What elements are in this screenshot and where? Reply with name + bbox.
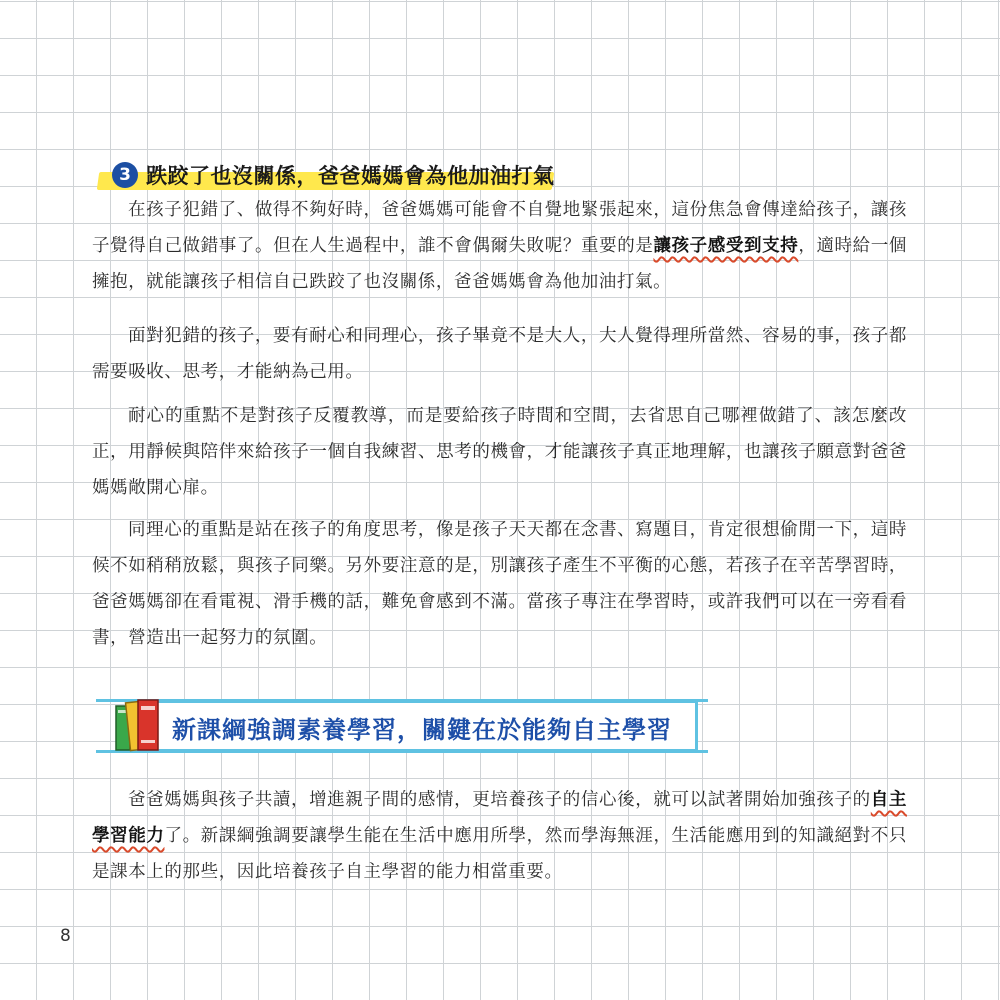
paragraph-1-text-end: ，適時給一個擁抱，就能讓孩子相信自己跌跤了也沒關係，爸爸媽媽會為他加油打氣。 — [92, 236, 907, 292]
banner-title: 新課綱強調素養學習，關鍵在於能夠自主學習 — [172, 716, 672, 744]
paragraph-4: 同理心的重點是站在孩子的角度思考，像是孩子天天都在念書、寫題目，肯定很想偷閒一下，這時候不如稍稍放鬆，與孩子同樂。另外要注意的是，別讓孩子產生不平衡的心態，若孩子在辛苦學習時，爸爸媽媽卻在看電視、滑手機的話，難免會感到不滿。當孩子專注在學習時，或許我們可以在一旁看看書，營造出一起努力的氛圍。 — [92, 520, 907, 648]
paragraph-3: 耐心的重點不是對孩子反覆教導，而是要給孩子時間和空間，去省思自己哪裡做錯了、該怎麼改正，用靜候與陪伴來給孩子一個自我練習、思考的機會，才能讓孩子真正地理解，也讓孩子願意對爸爸媽媽敞開心扉。 — [92, 406, 907, 498]
section-title: 跌跤了也沒關係，爸爸媽媽會為他加油打氣 — [146, 164, 555, 188]
paragraph-5 — [92, 782, 907, 890]
books-icon — [114, 696, 162, 754]
paragraph-2: 面對犯錯的孩子，要有耐心和同理心，孩子畢竟不是大人，大人覺得理所當然、容易的事，孩子都需要吸收、思考，才能納為己用。 — [92, 326, 907, 382]
section-heading — [98, 158, 558, 196]
chapter-banner — [96, 694, 708, 760]
emphasis-self-learning: 自主學習能力 — [92, 790, 907, 846]
paragraph-1-text: 在孩子犯錯了、做得不夠好時，爸爸媽媽可能會不自覺地緊張起來，這份焦急會傳達給孩子，讓孩子覺得自己做錯事了。但在人生過程中，誰不會偶爾失敗呢？重要的是 — [92, 200, 907, 256]
paragraph-1 — [92, 192, 907, 300]
page-number: 8 — [60, 926, 71, 946]
paragraph-5-text: 爸爸媽媽與孩子共讀，增進親子間的感情，更培養孩子的信心後，就可以試著開始加強孩子的 — [128, 790, 871, 810]
section-number-badge: 3 — [112, 162, 138, 188]
emphasis-support: 讓孩子感受到支持 — [653, 236, 799, 256]
paragraph-5-text-end: 了。新課綱強調要讓學生能在生活中應用所學，然而學海無涯，生活能應用到的知識絕對不只是課本上的那些，因此培養孩子自主學習的能力相當重要。 — [92, 826, 907, 882]
